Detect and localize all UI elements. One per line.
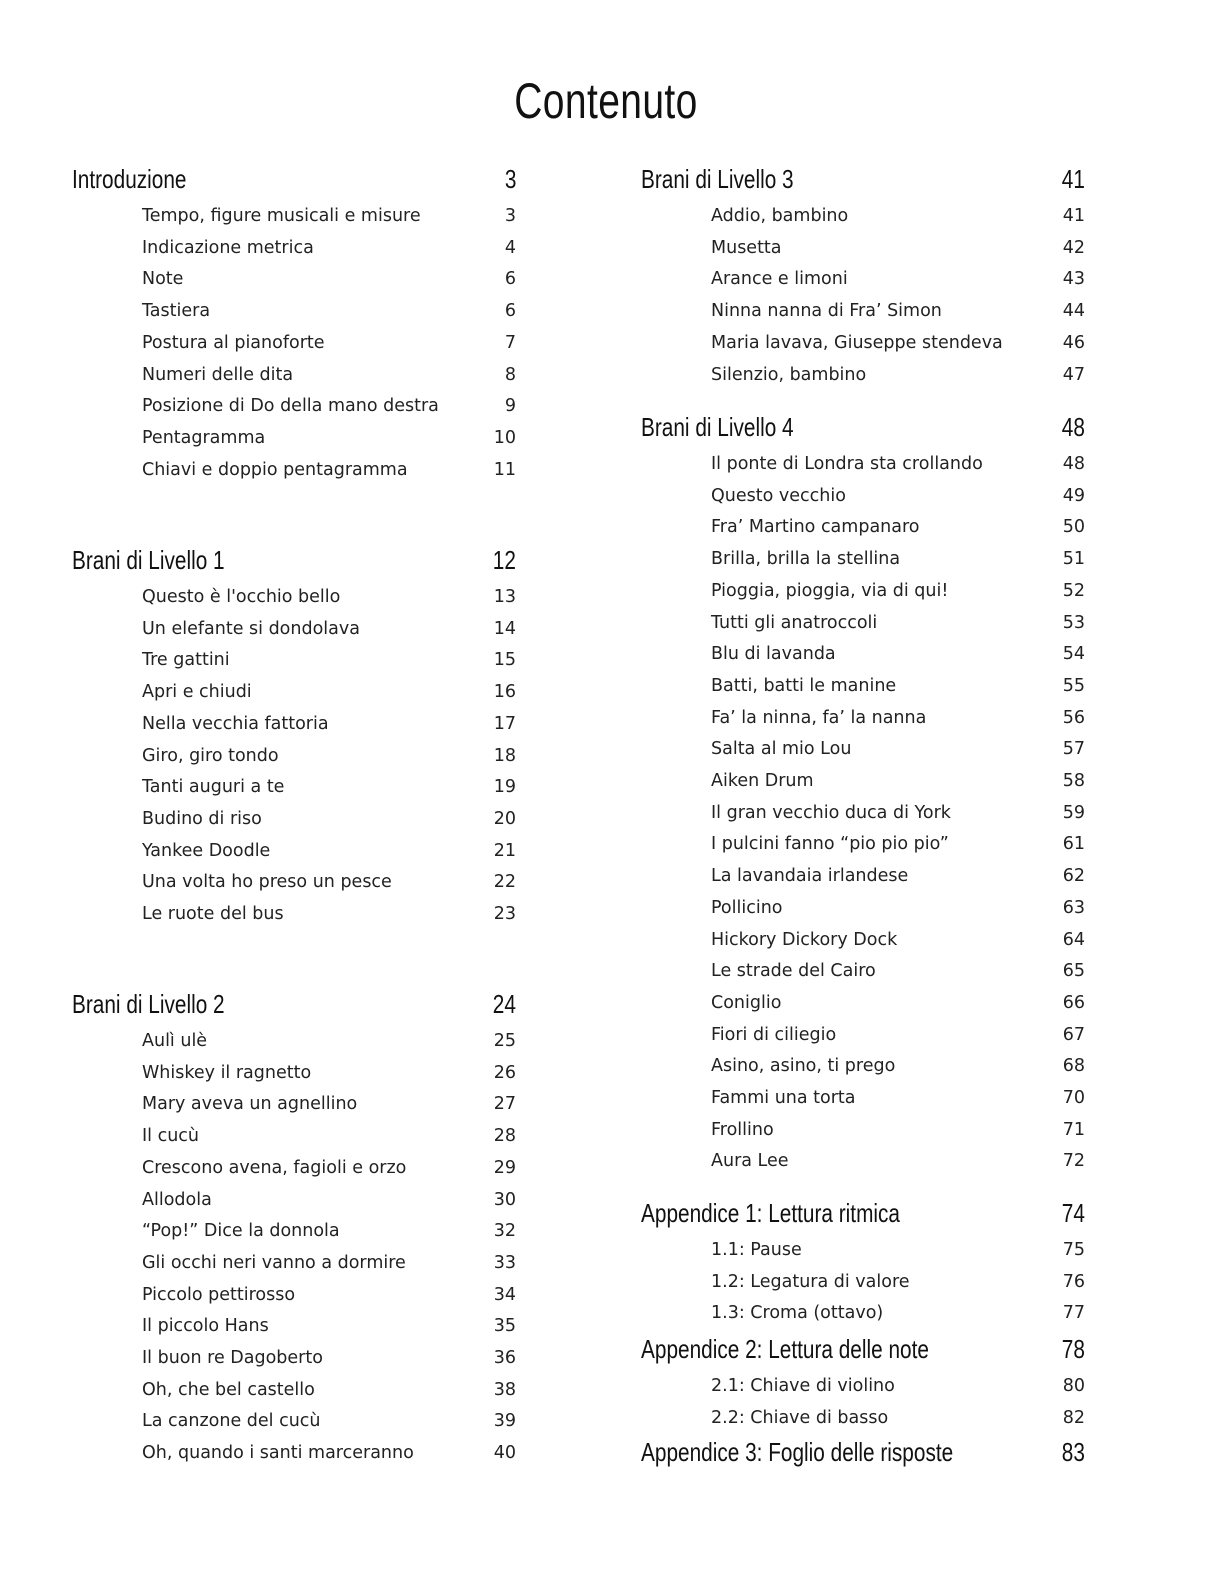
- entry-page-number: 72: [1062, 1151, 1085, 1172]
- entry-title: Hickory Dickory Dock: [711, 929, 898, 950]
- entry-title: 2.2: Chiave di basso: [711, 1407, 889, 1428]
- section-title: Brani di Livello 4: [641, 412, 794, 442]
- entry-page-number: 56: [1062, 707, 1085, 728]
- entry-title: Un elefante si dondolava: [142, 618, 360, 639]
- entry-title: Oh, quando i santi marceranno: [142, 1443, 414, 1464]
- toc-entry[interactable]: [641, 607, 1085, 639]
- entry-page-number: 19: [493, 777, 516, 798]
- entry-title: Le strade del Cairo: [711, 961, 876, 982]
- toc-entry[interactable]: [72, 359, 516, 391]
- entry-title: Pollicino: [711, 897, 783, 918]
- entry-page-number: 54: [1062, 644, 1085, 665]
- entry-page-number: 6: [504, 301, 516, 322]
- section-page-number: 24: [492, 989, 516, 1019]
- toc-entry[interactable]: [641, 359, 1085, 391]
- entry-page-number: 18: [493, 745, 516, 766]
- entry-title: Chiavi e doppio pentagramma: [142, 459, 408, 480]
- toc-entry[interactable]: [72, 422, 516, 454]
- section-title: Appendice 3: Foglio delle risposte: [641, 1437, 954, 1467]
- entry-title: 1.3: Croma (ottavo): [711, 1303, 884, 1324]
- toc-entry[interactable]: [641, 1082, 1085, 1114]
- entry-title: “Pop!” Dice la donnola: [142, 1221, 340, 1242]
- toc-entry[interactable]: [641, 892, 1085, 924]
- section-title: Brani di Livello 3: [641, 164, 794, 194]
- entry-page-number: 32: [493, 1221, 516, 1242]
- toc-entry[interactable]: [641, 955, 1085, 987]
- entry-page-number: 11: [493, 459, 516, 480]
- toc-section-heading[interactable]: [641, 163, 1085, 195]
- toc-entry[interactable]: [72, 676, 516, 708]
- section-title: Appendice 2: Lettura delle note: [641, 1334, 929, 1364]
- toc-entry[interactable]: [641, 1145, 1085, 1177]
- toc-entry[interactable]: [641, 327, 1085, 359]
- entry-title: 1.2: Legatura di valore: [711, 1271, 910, 1292]
- entry-title: Postura al pianoforte: [142, 332, 325, 353]
- entry-page-number: 3: [504, 206, 516, 226]
- entry-title: La canzone del cucù: [142, 1411, 321, 1432]
- toc-entry[interactable]: [72, 1057, 516, 1089]
- entry-title: Il gran vecchio duca di York: [711, 802, 951, 823]
- entry-title: Il ponte di Londra sta crollando: [711, 454, 983, 474]
- entry-title: Piccolo pettirosso: [142, 1284, 296, 1305]
- entry-title: Tempo, figure musicali e misure: [142, 206, 421, 226]
- entry-title: Addio, bambino: [711, 206, 849, 226]
- entry-title: Oh, che bel castello: [142, 1379, 315, 1400]
- entry-page-number: 63: [1062, 897, 1085, 918]
- entry-page-number: 26: [493, 1062, 516, 1083]
- entry-title: Tanti auguri a te: [142, 777, 285, 798]
- entry-page-number: 28: [493, 1126, 516, 1147]
- toc-section-heading[interactable]: [641, 1333, 1085, 1365]
- entry-page-number: 62: [1062, 866, 1085, 887]
- toc-entry[interactable]: [72, 803, 516, 835]
- toc-entry[interactable]: [72, 1247, 516, 1279]
- entry-page-number: 68: [1062, 1056, 1085, 1077]
- entry-page-number: 16: [493, 682, 516, 703]
- toc-entry[interactable]: [641, 295, 1085, 327]
- toc-entry[interactable]: [72, 1342, 516, 1374]
- entry-page-number: 44: [1062, 301, 1085, 322]
- entry-title: Apri e chiudi: [142, 682, 252, 703]
- entry-page-number: 9: [504, 396, 516, 417]
- toc-entry[interactable]: [641, 1266, 1085, 1298]
- section-title: Introduzione: [72, 164, 187, 194]
- section-title: Brani di Livello 2: [72, 989, 225, 1019]
- toc-entry[interactable]: [641, 575, 1085, 607]
- toc-entry[interactable]: [641, 860, 1085, 892]
- toc-entry[interactable]: [72, 327, 516, 359]
- toc-entry[interactable]: [641, 480, 1085, 512]
- entry-page-number: 15: [493, 650, 516, 671]
- toc-entry[interactable]: [641, 702, 1085, 734]
- entry-title: Coniglio: [711, 992, 782, 1013]
- toc-entry[interactable]: [72, 1405, 516, 1437]
- toc-entry[interactable]: [641, 1402, 1085, 1434]
- toc-entry[interactable]: [641, 1234, 1085, 1266]
- page-title: Contenuto: [514, 73, 698, 129]
- entry-title: Mary aveva un agnellino: [142, 1094, 358, 1115]
- entry-page-number: 46: [1062, 332, 1085, 353]
- entry-title: Aiken Drum: [711, 771, 814, 791]
- entry-title: Batti, batti le manine: [711, 675, 897, 696]
- entry-title: Questo vecchio: [711, 485, 846, 506]
- entry-title: Aura Lee: [711, 1151, 789, 1172]
- entry-page-number: 39: [493, 1411, 516, 1432]
- toc-entry[interactable]: [72, 1152, 516, 1184]
- entry-title: Fra’ Martino campanaro: [711, 517, 920, 538]
- section-page-number: 48: [1061, 412, 1085, 442]
- entry-page-number: 47: [1062, 364, 1085, 385]
- toc-entry[interactable]: [72, 835, 516, 867]
- toc-entry[interactable]: [641, 1019, 1085, 1051]
- entry-page-number: 80: [1062, 1376, 1085, 1396]
- entry-page-number: 40: [493, 1443, 516, 1464]
- toc-entry[interactable]: [641, 448, 1085, 480]
- entry-title: Salta al mio Lou: [711, 739, 852, 760]
- entry-title: La lavandaia irlandese: [711, 866, 909, 887]
- entry-page-number: 70: [1062, 1088, 1085, 1108]
- entry-page-number: 25: [493, 1031, 516, 1051]
- toc-entry[interactable]: [641, 670, 1085, 702]
- toc-entry[interactable]: [641, 987, 1085, 1019]
- toc-entry[interactable]: [72, 1184, 516, 1216]
- toc-entry[interactable]: [72, 295, 516, 327]
- toc-section-heading[interactable]: [72, 988, 516, 1020]
- entry-page-number: 22: [493, 872, 516, 893]
- toc-entry[interactable]: [72, 263, 516, 295]
- entry-page-number: 42: [1062, 237, 1085, 258]
- entry-title: Budino di riso: [142, 808, 262, 829]
- entry-title: Numeri delle dita: [142, 364, 294, 385]
- toc-entry[interactable]: [72, 200, 516, 232]
- toc-entry[interactable]: [641, 200, 1085, 232]
- toc-entry[interactable]: [72, 866, 516, 898]
- toc-entry[interactable]: [641, 543, 1085, 575]
- section-page-number: 3: [504, 164, 516, 194]
- entry-page-number: 76: [1062, 1271, 1085, 1292]
- toc-entry[interactable]: [72, 454, 516, 486]
- toc-entry[interactable]: [72, 708, 516, 740]
- entry-title: I pulcini fanno “pio pio pio”: [711, 834, 949, 855]
- entry-page-number: 59: [1062, 802, 1085, 823]
- entry-page-number: 75: [1062, 1240, 1085, 1260]
- entry-title: Indicazione metrica: [142, 237, 314, 258]
- toc-entry[interactable]: [641, 828, 1085, 860]
- entry-title: 1.1: Pause: [711, 1240, 802, 1260]
- toc-section-heading[interactable]: [72, 163, 516, 195]
- entry-page-number: 10: [493, 427, 516, 448]
- entry-title: Questo è l'occhio bello: [142, 587, 341, 607]
- toc-entry[interactable]: [641, 511, 1085, 543]
- toc-entry[interactable]: [72, 898, 516, 930]
- section-title: Brani di Livello 1: [72, 545, 225, 575]
- toc-entry[interactable]: [72, 644, 516, 676]
- toc-entry[interactable]: [641, 733, 1085, 765]
- toc-entry[interactable]: [641, 1050, 1085, 1082]
- toc-entry[interactable]: [72, 581, 516, 613]
- entry-title: Aulì ulè: [142, 1031, 208, 1051]
- entry-title: Blu di lavanda: [711, 644, 836, 665]
- entry-page-number: 61: [1062, 834, 1085, 855]
- entry-title: Frollino: [711, 1119, 774, 1140]
- entry-title: Tutti gli anatroccoli: [711, 612, 878, 633]
- toc-section-heading[interactable]: [641, 411, 1085, 443]
- section-title: Appendice 1: Lettura ritmica: [641, 1198, 900, 1228]
- toc-entry[interactable]: [641, 638, 1085, 670]
- entry-page-number: 4: [504, 237, 516, 258]
- toc-entry[interactable]: [72, 1310, 516, 1342]
- toc-entry[interactable]: [641, 1297, 1085, 1329]
- entry-page-number: 38: [493, 1379, 516, 1400]
- toc-entry[interactable]: [641, 924, 1085, 956]
- toc-entry[interactable]: [72, 613, 516, 645]
- entry-title: Tastiera: [142, 301, 211, 322]
- toc-section-heading[interactable]: [72, 544, 516, 576]
- entry-page-number: 71: [1062, 1119, 1085, 1140]
- entry-title: Allodola: [142, 1189, 212, 1210]
- entry-title: Giro, giro tondo: [142, 745, 279, 766]
- entry-page-number: 65: [1062, 961, 1085, 982]
- entry-page-number: 50: [1062, 517, 1085, 538]
- entry-title: Gli occhi neri vanno a dormire: [142, 1252, 406, 1273]
- toc-entry[interactable]: [72, 232, 516, 264]
- entry-page-number: 36: [493, 1348, 516, 1368]
- toc-entry[interactable]: [72, 1374, 516, 1406]
- toc-entry[interactable]: [641, 263, 1085, 295]
- entry-page-number: 33: [493, 1252, 516, 1273]
- toc-entry[interactable]: [72, 390, 516, 422]
- entry-page-number: 27: [493, 1094, 516, 1115]
- entry-title: Pioggia, pioggia, via di qui!: [711, 580, 949, 601]
- entry-page-number: 82: [1062, 1407, 1085, 1428]
- entry-title: Brilla, brilla la stellina: [711, 549, 901, 570]
- entry-title: Maria lavava, Giuseppe stendeva: [711, 332, 1003, 353]
- entry-title: Una volta ho preso un pesce: [142, 872, 392, 893]
- entry-page-number: 13: [493, 587, 516, 607]
- entry-page-number: 67: [1062, 1024, 1085, 1045]
- toc-entry[interactable]: [72, 1437, 516, 1469]
- entry-title: Le ruote del bus: [142, 904, 284, 924]
- entry-title: Yankee Doodle: [142, 840, 271, 861]
- entry-page-number: 53: [1062, 612, 1085, 633]
- entry-page-number: 17: [493, 713, 516, 734]
- toc-entry[interactable]: [641, 1114, 1085, 1146]
- entry-page-number: 21: [493, 840, 516, 861]
- entry-page-number: 20: [493, 808, 516, 829]
- section-page-number: 12: [492, 545, 516, 575]
- entry-title: 2.1: Chiave di violino: [711, 1376, 895, 1396]
- entry-title: Tre gattini: [142, 650, 230, 671]
- toc-entry[interactable]: [72, 1088, 516, 1120]
- entry-title: Fiori di ciliegio: [711, 1024, 837, 1045]
- toc-entry[interactable]: [72, 740, 516, 772]
- toc-section-heading[interactable]: [641, 1436, 1085, 1468]
- entry-title: Nella vecchia fattoria: [142, 713, 329, 734]
- entry-page-number: 57: [1062, 739, 1085, 760]
- entry-page-number: 49: [1062, 485, 1085, 506]
- entry-page-number: 6: [504, 269, 516, 290]
- entry-page-number: 34: [493, 1284, 516, 1305]
- entry-title: Asino, asino, ti prego: [711, 1056, 896, 1077]
- entry-title: Crescono avena, fagioli e orzo: [142, 1157, 407, 1178]
- entry-title: Silenzio, bambino: [711, 364, 867, 385]
- entry-title: Fa’ la ninna, fa’ la nanna: [711, 707, 927, 728]
- entry-title: Il buon re Dagoberto: [142, 1348, 323, 1368]
- toc-entry[interactable]: [641, 1370, 1085, 1402]
- entry-title: Il piccolo Hans: [142, 1316, 269, 1337]
- entry-page-number: 29: [493, 1157, 516, 1178]
- entry-title: Ninna nanna di Fra’ Simon: [711, 301, 942, 322]
- section-page-number: 78: [1061, 1334, 1085, 1364]
- toc-section-heading[interactable]: [641, 1197, 1085, 1229]
- entry-title: Il cucù: [142, 1126, 200, 1147]
- entry-page-number: 41: [1062, 206, 1085, 226]
- entry-title: Pentagramma: [142, 427, 266, 448]
- entry-page-number: 23: [493, 904, 516, 924]
- entry-page-number: 8: [504, 364, 516, 385]
- entry-page-number: 14: [493, 618, 516, 639]
- entry-page-number: 43: [1062, 269, 1085, 290]
- entry-title: Whiskey il ragnetto: [142, 1062, 312, 1083]
- toc-entry[interactable]: [72, 1215, 516, 1247]
- entry-page-number: 52: [1062, 580, 1085, 601]
- entry-page-number: 66: [1062, 992, 1085, 1013]
- entry-page-number: 30: [493, 1189, 516, 1210]
- entry-page-number: 48: [1062, 454, 1085, 474]
- entry-title: Arance e limoni: [711, 269, 848, 290]
- section-page-number: 74: [1061, 1198, 1085, 1228]
- toc-entry[interactable]: [641, 232, 1085, 264]
- entry-title: Fammi una torta: [711, 1088, 856, 1108]
- entry-title: Posizione di Do della mano destra: [142, 396, 439, 417]
- toc-entry[interactable]: [641, 765, 1085, 797]
- toc-entry[interactable]: [641, 797, 1085, 829]
- toc-entry[interactable]: [72, 1279, 516, 1311]
- entry-page-number: 51: [1062, 549, 1085, 570]
- section-page-number: 83: [1061, 1437, 1085, 1467]
- toc-entry[interactable]: [72, 1120, 516, 1152]
- entry-title: Musetta: [711, 237, 782, 258]
- section-page-number: 41: [1061, 164, 1085, 194]
- entry-page-number: 58: [1062, 771, 1085, 791]
- toc-entry[interactable]: [72, 1025, 516, 1057]
- entry-page-number: 55: [1062, 675, 1085, 696]
- entry-page-number: 35: [493, 1316, 516, 1337]
- toc-entry[interactable]: [72, 771, 516, 803]
- entry-page-number: 77: [1062, 1303, 1085, 1324]
- entry-page-number: 64: [1062, 929, 1085, 950]
- entry-title: Note: [142, 269, 184, 290]
- entry-page-number: 7: [504, 332, 516, 353]
